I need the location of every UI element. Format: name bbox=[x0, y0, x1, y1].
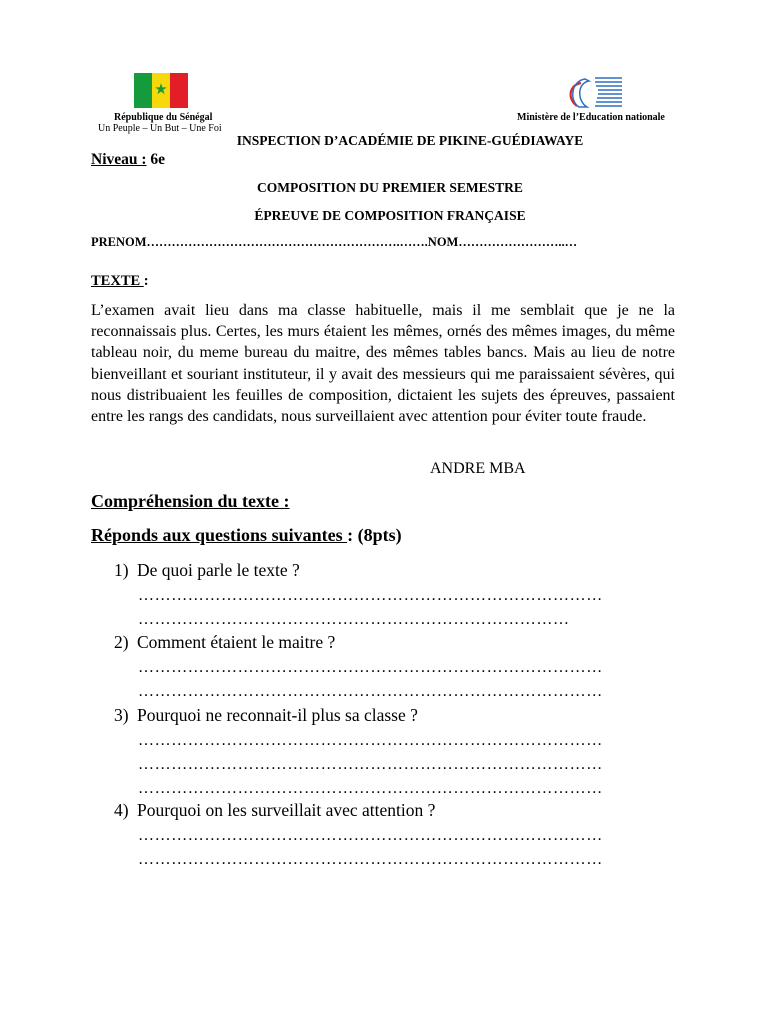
question-4 bbox=[114, 800, 435, 821]
ministry-logo-icon bbox=[565, 75, 623, 108]
answer-line: ………………………………………………………………………… bbox=[138, 851, 603, 868]
answer-line: ………………………………………………………………………… bbox=[138, 587, 603, 604]
answer-line: ………………………………………………………………………… bbox=[138, 827, 603, 844]
texte-heading bbox=[91, 273, 149, 290]
comprehension-heading bbox=[91, 491, 290, 512]
question-text: De quoi parle le texte ? bbox=[137, 560, 300, 580]
answer-line: ………………………………………………………………………… bbox=[138, 683, 603, 700]
question-number: 3) bbox=[114, 705, 129, 725]
answer-line: …………………………………………………………………… bbox=[138, 611, 570, 628]
question-3 bbox=[114, 705, 418, 726]
comprehension-label: Compréhension du texte : bbox=[91, 491, 290, 511]
republic-motto: Un Peuple – Un But – Une Foi bbox=[98, 123, 222, 134]
texte-label: TEXTE bbox=[91, 273, 144, 289]
answer-line: ………………………………………………………………………… bbox=[138, 659, 603, 676]
republic-name: République du Sénégal bbox=[114, 112, 213, 123]
question-number: 4) bbox=[114, 800, 129, 820]
inspection-title: INSPECTION D’ACADÉMIE DE PIKINE-GUÉDIAWAYE bbox=[236, 133, 584, 148]
texte-colon: : bbox=[143, 273, 149, 289]
answer-line: ………………………………………………………………………… bbox=[138, 732, 603, 749]
texte-author: ANDRE MBA bbox=[430, 460, 526, 477]
epreuve-title: ÉPREUVE DE COMPOSITION FRANÇAISE bbox=[254, 208, 526, 223]
niveau-line bbox=[91, 151, 165, 169]
instruction-label: Réponds aux questions suivantes bbox=[91, 525, 348, 545]
composition-title: COMPOSITION DU PREMIER SEMESTRE bbox=[257, 180, 523, 195]
question-text: Comment étaient le maitre ? bbox=[137, 632, 336, 652]
question-2 bbox=[114, 632, 335, 653]
question-number: 2) bbox=[114, 632, 129, 652]
senegal-flag-icon: ★ bbox=[134, 73, 188, 108]
instruction-points: : (8pts) bbox=[347, 525, 402, 545]
niveau-label: Niveau bbox=[91, 151, 142, 168]
answer-line: ………………………………………………………………………… bbox=[138, 780, 603, 797]
ministry-name: Ministère de l’Education nationale bbox=[517, 112, 665, 123]
niveau-value: 6e bbox=[146, 151, 166, 168]
niveau-colon: : bbox=[141, 151, 147, 168]
question-text: Pourquoi ne reconnait-il plus sa classe ? bbox=[137, 705, 418, 725]
question-1 bbox=[114, 560, 300, 581]
answer-line: ………………………………………………………………………… bbox=[138, 756, 603, 773]
instruction-heading bbox=[91, 525, 402, 546]
question-text: Pourquoi on les surveillait avec attention ? bbox=[137, 800, 436, 820]
question-number: 1) bbox=[114, 560, 129, 580]
identity-fill-line: PRENOM…………………………………………………….…….NOM……………………..… bbox=[91, 235, 578, 249]
texte-paragraph: L’examen avait lieu dans ma classe habituelle, mais il me semblait que je ne la reconnaissais plus. Certes, les murs étaient les mêmes, ornés des mêmes images, du même tableau noir, du meme bureau du maitre, des mêmes tables bancs. Mais au lieu de notre bienveillant et souriant instituteur, il y avait des messieurs qui me paraissaient sévères, qui nous distribuaient les feuilles de composition, dictaient les sujets des épreuves, passaient entre les rangs des candidats, nous surveillaient avec attention pour éviter toute fraude. bbox=[91, 302, 675, 426]
